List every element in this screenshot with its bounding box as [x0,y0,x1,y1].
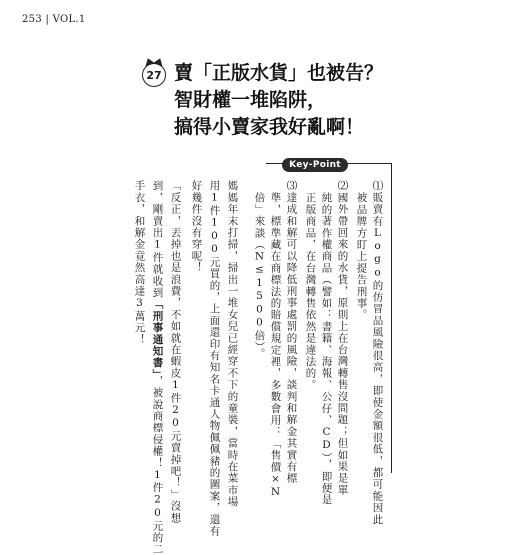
body-text: ，被說商標侵權！1件20元的二 [151,375,164,555]
key-point-1-line-1: ⑴販賣有Logo的仿冒品風險很高，即使金額很低，都可能因此 [371,180,384,526]
key-point-2-line-2: 純的著作權商品（譬如：書籍、海報、公仔、CD），即便是 [320,192,333,506]
chapter-number-badge [142,63,166,87]
page-number: 253 [22,14,42,25]
title-line-1: 賣「正版水貨」也被告？ [174,62,384,84]
cat-ear-right-icon [153,57,165,67]
key-point-2-line-3: 正版商品，在台灣轉售依然是違法的。 [304,192,317,391]
header-separator: | [45,14,50,25]
chapter-number: 27 [146,68,162,82]
chapter-title [174,60,494,141]
key-point-label: Key-Point [282,158,348,172]
body-text: 到，剛賣出1件就收到 [151,180,164,299]
criminal-notice-emphasis: 「刑事通知書」 [151,298,164,376]
key-point-3-line-3: 倍」來談（N≤1500倍）。 [253,192,266,360]
body-paragraph-1-line-3: 好幾件沒有穿呢！ [190,180,203,274]
title-line-3: 搞得小賣家我好亂啊！ [174,116,365,138]
key-point-1-line-2: 被品牌方盯上提告刑事。 [355,192,368,321]
key-point-2-line-1: ⑵國外帶回來的水貨，原則上在台灣轉售沒問題；但如果是單 [336,180,349,496]
body-paragraph-1-line-2: 用1件100元買的，上面還印有知名卡通人物佩佩豬的圖案，還有 [208,180,221,537]
page-header [22,14,86,25]
body-paragraph-1-line-1: 媽媽年末打掃，掃出一堆女兒已經穿不下的童裝，當時在菜市場 [226,180,239,508]
key-point-3-line-1: ⑶達成和解可以降低刑事處罰的風險，談判和解金其實有標 [285,180,298,485]
key-point-3-line-2: 準，標準藏在商標法的賠償規定裡，多數會用：「售價×N [269,192,282,500]
volume-label: VOL.1 [52,14,86,25]
body-paragraph-2-line-3: 手衣，和解金竟然高達3萬元！ [133,180,146,346]
body-paragraph-2-line-1: 「反正，丟掉也是浪費，不如就在蝦皮1件20元賣掉吧！」沒想 [169,180,182,524]
body-paragraph-2-line-2 [152,180,163,555]
title-line-2: 智財權一堆陷阱， [174,89,327,111]
